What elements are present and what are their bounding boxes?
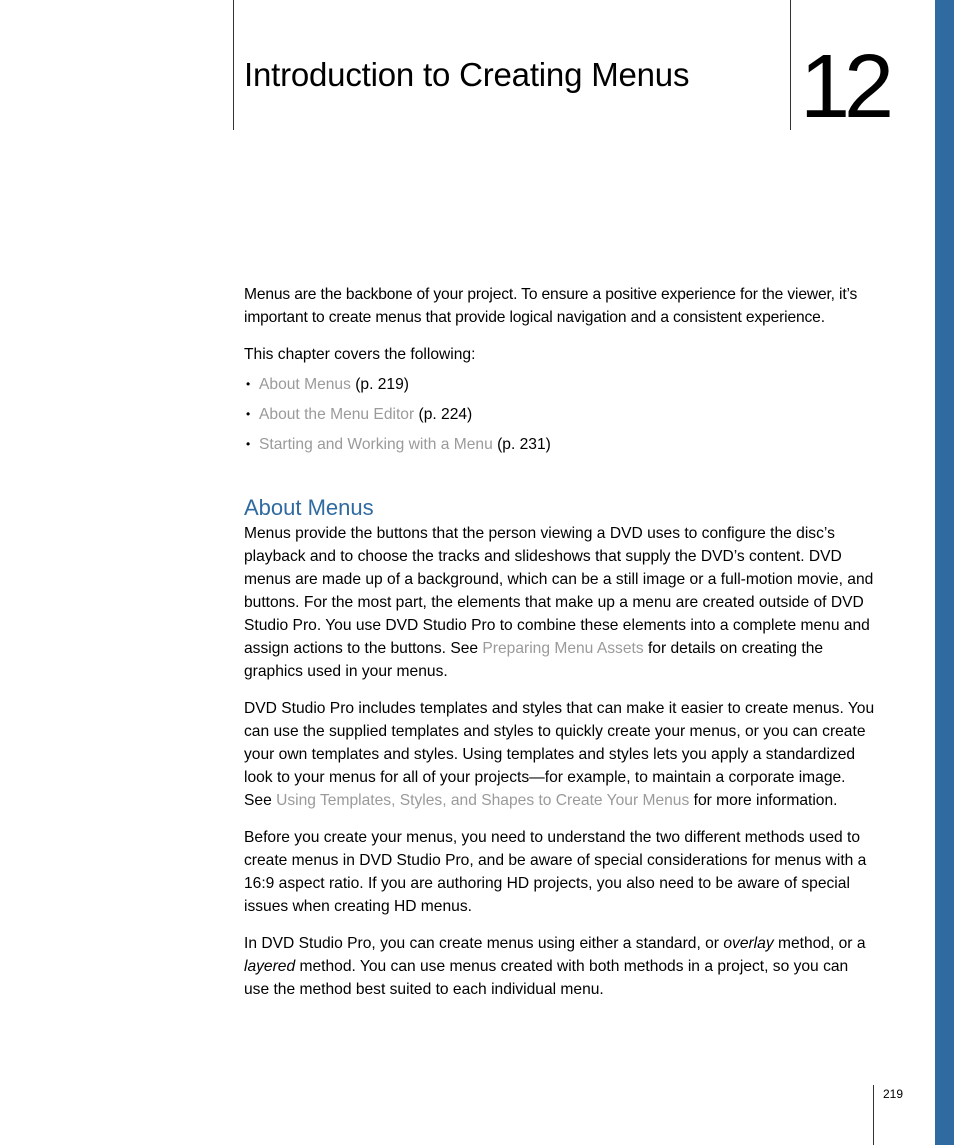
text-run: In DVD Studio Pro, you can create menus using either a standard, or (244, 935, 724, 952)
text-run: method. You can use menus created with both methods in a project, so you can use the method best suited to each individual menu. (244, 958, 849, 998)
toc-page-ref: (p. 219) (350, 376, 409, 393)
body-paragraph-2 (244, 697, 876, 812)
header-rule-right (790, 0, 791, 130)
toc-link-menu-editor[interactable]: About the Menu Editor (259, 406, 415, 423)
toc-link-about-menus[interactable]: About Menus (259, 376, 351, 393)
body-paragraph-3: Before you create your menus, you need to understand the two different methods used to create menus in DVD Studio Pro, and be aware of special considerations for menus with a 16:9 aspect ratio. If you are authoring HD projects, you also need to be aware of special issues when creating HD menus. (244, 829, 867, 915)
chapter-side-bar (935, 0, 954, 1145)
text-run: for details on creating the graphics used in your menus. (244, 640, 824, 680)
chapter-title: Introduction to Creating Menus (244, 56, 690, 93)
link-preparing-menu-assets[interactable]: Preparing Menu Assets (482, 640, 644, 657)
body-paragraph-4 (244, 932, 876, 1001)
footer-rule (873, 1085, 874, 1145)
intro-paragraph: Menus are the backbone of your project. To ensure a positive experience for the viewer, it’s important to create menus that provide logical navigation and a consistent experience. (244, 286, 858, 326)
toc-item (244, 403, 876, 426)
body-paragraph-1 (244, 522, 876, 683)
text-run: DVD Studio Pro includes templates and styles that can make it easier to create menus. You can use the supplied templates and styles to quickly create your menus, or you can create your own templates and styles. Using templates and styles lets you apply a standardized look to your menus for all of your projects—for example, to maintain a corporate image. See (244, 700, 875, 809)
toc-item (244, 433, 876, 456)
toc-page-ref: (p. 231) (492, 436, 551, 453)
link-using-templates[interactable]: Using Templates, Styles, and Shapes to Create Your Menus (276, 792, 690, 809)
chapter-covers-label: This chapter covers the following: (244, 346, 476, 363)
page-number: 219 (883, 1087, 904, 1101)
text-run: for more information. (689, 792, 838, 809)
chapter-number: 12 (800, 37, 889, 137)
toc-link-starting-working[interactable]: Starting and Working with a Menu (259, 436, 493, 453)
text-run: method, or a (773, 935, 866, 952)
chapter-toc-list (244, 373, 876, 456)
emphasis-overlay: overlay (723, 935, 774, 952)
emphasis-layered: layered (244, 958, 296, 975)
text-run: Menus provide the buttons that the person viewing a DVD uses to configure the disc’s playback and to choose the tracks and slideshows that supply the DVD’s content. DVD menus are made up of a background, which can be a still image or a full-motion movie, and buttons. For the most part, the elements that make up a menu are created outside of DVD Studio Pro. You use DVD Studio Pro to combine these elements into a complete menu and assign actions to the buttons. See (244, 525, 874, 657)
toc-page-ref: (p. 224) (414, 406, 473, 423)
header-rule-left (233, 0, 234, 130)
page-content (244, 283, 876, 1001)
section-heading: About Menus (244, 495, 374, 520)
toc-item (244, 373, 876, 396)
